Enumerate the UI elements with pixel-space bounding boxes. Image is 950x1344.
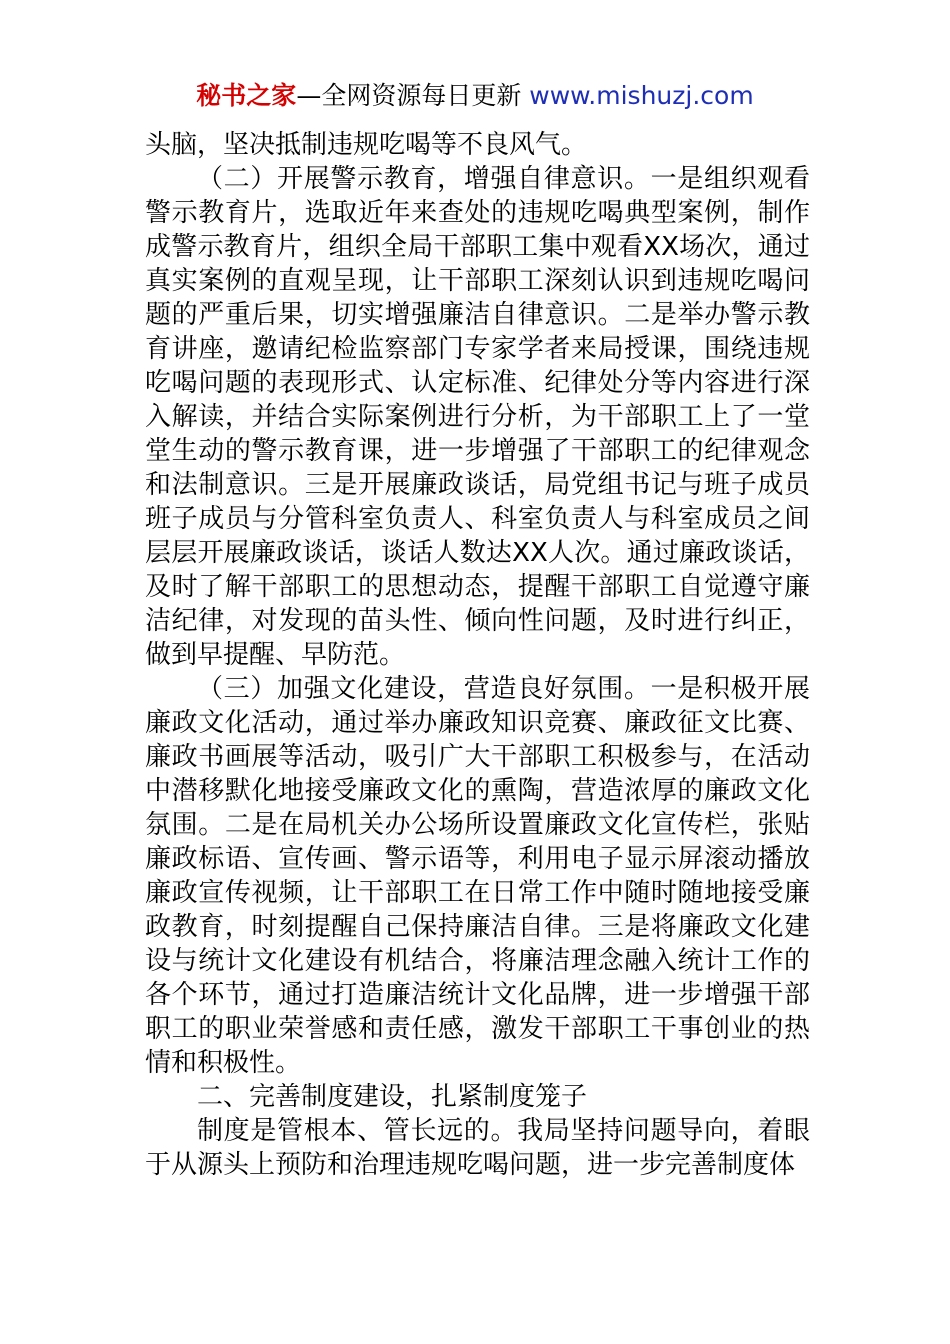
paragraph-institution: 制度是管根本、管长远的。我局坚持问题导向，着眼于从源头上预防和治理违规吃喝问题，进一步完善制度体 (145, 1116, 810, 1180)
site-url-link[interactable]: www.mishuzj.com (529, 81, 754, 110)
paragraph-warning-education: （二）开展警示教育，增强自律意识。一是组织观看警示教育片，选取近年来查处的违规吃喝典型案例，制作成警示教育片，组织全局干部职工集中观看XX场次，通过真实案例的直观呈现，让干部职工深刻认识到违规吃喝问题的严重后果，切实增强廉洁自律意识。二是举办警示教育讲座，邀请纪检监察部门专家学者来局授课，围绕违规吃喝问题的表现形式、认定标准、纪律处分等内容进行深入解读，并结合实际案例进行分析，为干部职工上了一堂堂生动的警示教育课，进一步增强了干部职工的纪律观念和法制意识。三是开展廉政谈话，局党组书记与班子成员班子成员与分管科室负责人、科室负责人与科室成员之间层层开展廉政谈话，谈话人数达XX人次。通过廉政谈话，及时了解干部职工的思想动态，提醒干部职工自觉遵守廉洁纪律，对发现的苗头性、倾向性问题，及时进行纠正，做到早提醒、早防范。 (145, 164, 810, 670)
brand-name: 秘书之家 (196, 81, 297, 110)
document-body (145, 128, 810, 1182)
paragraph-culture-building: （三）加强文化建设，营造良好氛围。一是积极开展廉政文化活动，通过举办廉政知识竞赛、廉政征文比赛、廉政书画展等活动，吸引广大干部职工积极参与，在活动中潜移默化地接受廉政文化的熏陶，营造浓厚的廉政文化氛围。二是在局机关办公场所设置廉政文化宣传栏，张贴廉政标语、宣传画、警示语等，利用电子显示屏滚动播放廉政宣传视频，让干部职工在日常工作中随时随地接受廉政教育，时刻提醒自己保持廉洁自律。三是将廉政文化建设与统计文化建设有机结合，将廉洁理念融入统计工作的各个环节，通过打造廉洁统计文化品牌，进一步增强干部职工的职业荣誉感和责任感，激发干部职工干事创业的热情和积极性。 (145, 674, 810, 1078)
paragraph-continuation: 头脑，坚决抵制违规吃喝等不良风气。 (145, 130, 588, 160)
header-tagline: —全网资源每日更新 (296, 81, 530, 110)
section-heading-institution: 二、完善制度建设，扎紧制度笼子 (197, 1082, 588, 1112)
site-header (0, 78, 950, 114)
